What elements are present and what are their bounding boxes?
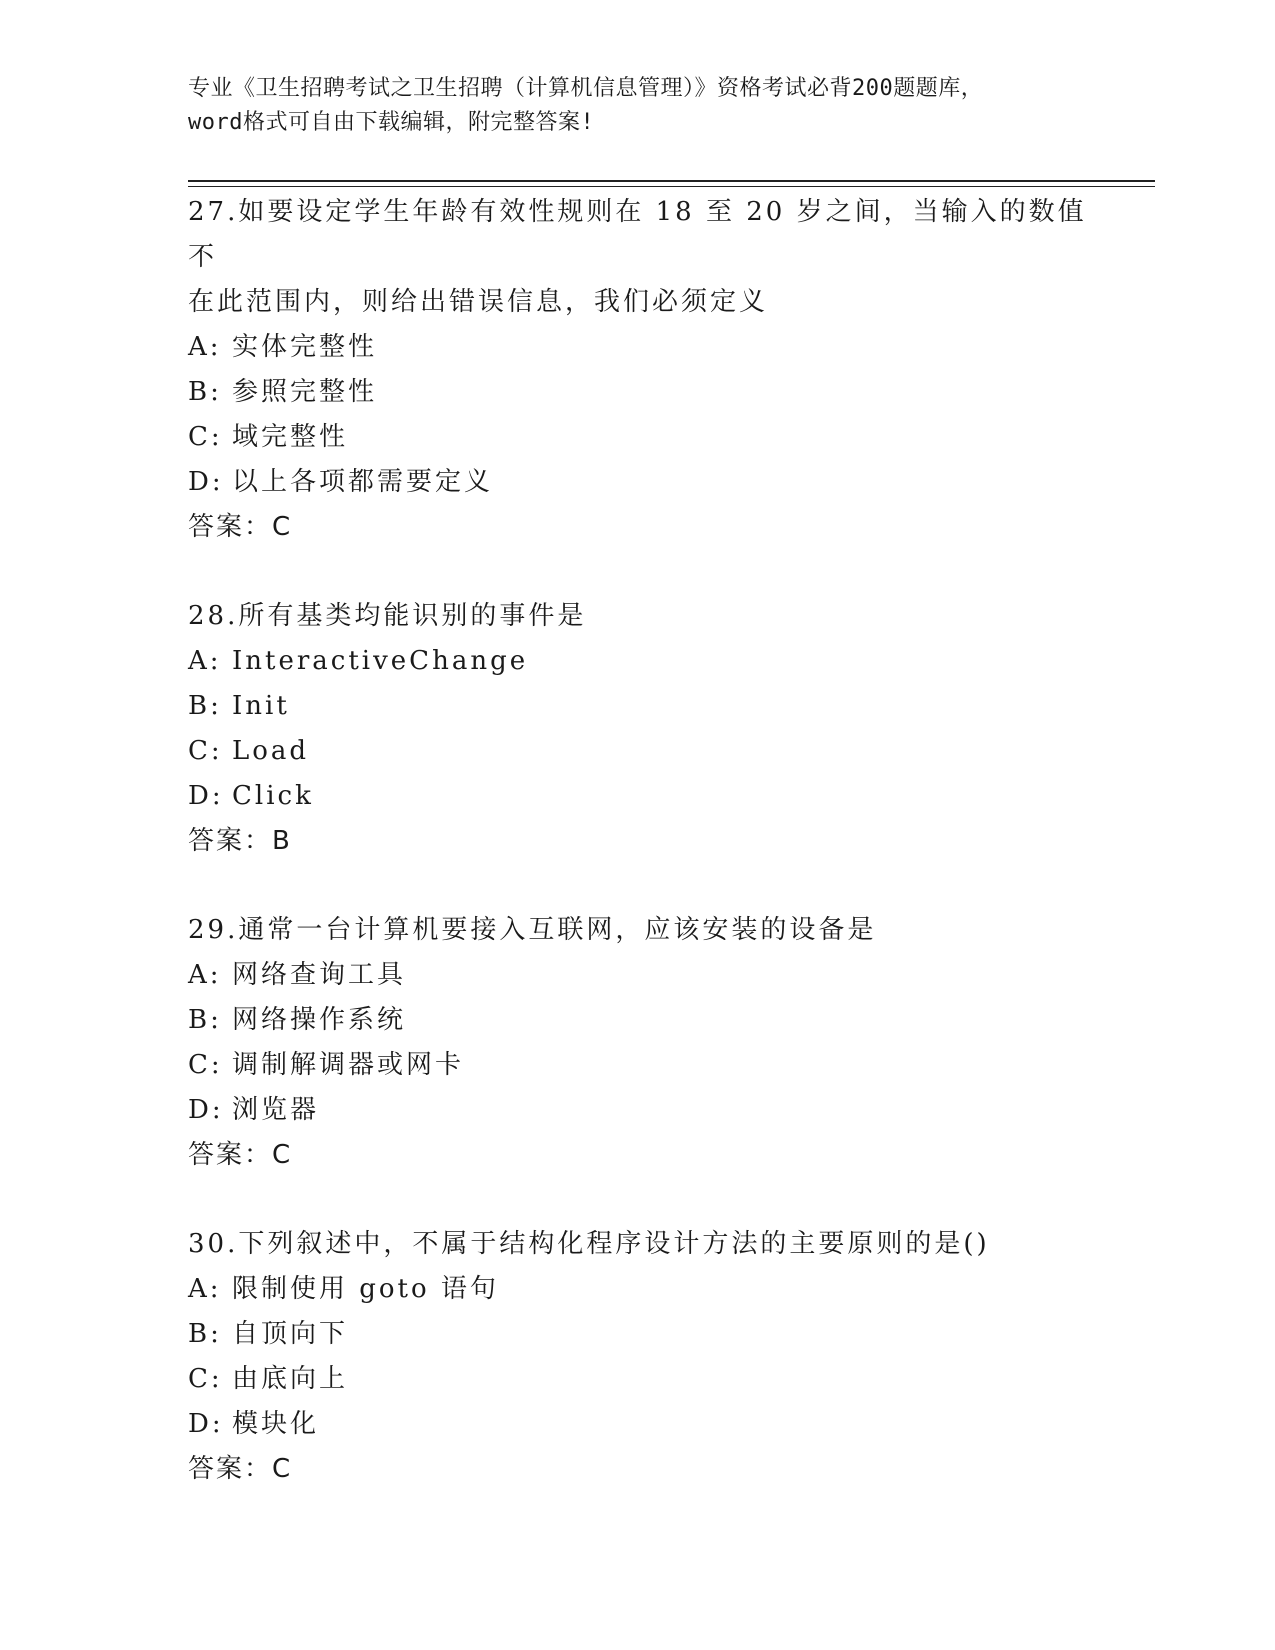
answer-line: 答案：C xyxy=(188,1140,293,1170)
option-letter: C: xyxy=(188,1050,223,1080)
option-d xyxy=(188,460,1088,505)
option-c xyxy=(188,1357,1088,1402)
option-c xyxy=(188,415,1088,460)
option-letter: A: xyxy=(188,332,222,362)
option-text: 网络操作系统 xyxy=(232,1005,407,1035)
header-divider-thick xyxy=(188,180,1155,182)
answer-line: 答案：C xyxy=(188,512,293,542)
question-27 xyxy=(188,190,1088,550)
option-letter: D: xyxy=(188,781,224,811)
document-header xyxy=(188,72,1088,140)
question-stem-line: 在此范围内，则给出错误信息，我们必须定义 xyxy=(188,287,769,317)
question-stem-line: 27.如要设定学生年龄有效性规则在 18 至 20 岁之间，当输入的数值不 xyxy=(188,197,1087,272)
option-text: 实体完整性 xyxy=(232,332,378,362)
option-text: 自顶向下 xyxy=(232,1319,349,1349)
option-letter: D: xyxy=(188,467,224,497)
option-letter: C: xyxy=(188,1364,223,1394)
option-letter: C: xyxy=(188,422,223,452)
option-b xyxy=(188,1312,1088,1357)
header-line-1: 专业《卫生招聘考试之卫生招聘（计算机信息管理）》资格考试必背200题题库， xyxy=(188,76,984,101)
option-c xyxy=(188,729,1088,774)
option-letter: B: xyxy=(188,1005,222,1035)
question-stem-line: 28.所有基类均能识别的事件是 xyxy=(188,601,587,631)
header-divider-thin xyxy=(188,186,1155,187)
answer-line: 答案：C xyxy=(188,1454,293,1484)
option-text: 浏览器 xyxy=(232,1095,320,1125)
option-b xyxy=(188,684,1088,729)
option-d xyxy=(188,774,1088,819)
option-letter: A: xyxy=(188,960,222,990)
option-text: Init xyxy=(232,691,290,721)
option-d xyxy=(188,1402,1088,1447)
option-text: 调制解调器或网卡 xyxy=(232,1050,465,1080)
option-letter: B: xyxy=(188,691,222,721)
option-letter: C: xyxy=(188,736,223,766)
option-letter: A: xyxy=(188,646,222,676)
option-a xyxy=(188,1267,1088,1312)
question-29 xyxy=(188,908,1088,1178)
question-28 xyxy=(188,594,1088,864)
option-text: 网络查询工具 xyxy=(232,960,407,990)
option-text: 参照完整性 xyxy=(232,377,378,407)
option-d xyxy=(188,1088,1088,1133)
option-letter: D: xyxy=(188,1095,224,1125)
option-c xyxy=(188,1043,1088,1088)
option-b xyxy=(188,370,1088,415)
option-text: Click xyxy=(232,781,314,811)
option-text: 模块化 xyxy=(232,1409,320,1439)
option-letter: A: xyxy=(188,1274,222,1304)
option-letter: B: xyxy=(188,1319,222,1349)
option-b xyxy=(188,998,1088,1043)
option-text: Load xyxy=(232,736,310,766)
question-30 xyxy=(188,1222,1088,1492)
option-a xyxy=(188,953,1088,998)
option-text: 以上各项都需要定义 xyxy=(232,467,494,497)
question-list xyxy=(188,190,1088,1536)
option-a xyxy=(188,325,1088,370)
option-text: 限制使用 goto 语句 xyxy=(232,1274,499,1304)
option-text: 由底向上 xyxy=(232,1364,349,1394)
question-stem-line: 29.通常一台计算机要接入互联网，应该安装的设备是 xyxy=(188,915,877,945)
option-letter: D: xyxy=(188,1409,224,1439)
option-a xyxy=(188,639,1088,684)
header-line-2: word格式可自由下载编辑，附完整答案! xyxy=(188,110,595,135)
option-letter: B: xyxy=(188,377,222,407)
question-stem-line: 30.下列叙述中，不属于结构化程序设计方法的主要原则的是() xyxy=(188,1229,990,1259)
option-text: InteractiveChange xyxy=(232,646,529,676)
answer-line: 答案：B xyxy=(188,826,292,856)
option-text: 域完整性 xyxy=(232,422,349,452)
